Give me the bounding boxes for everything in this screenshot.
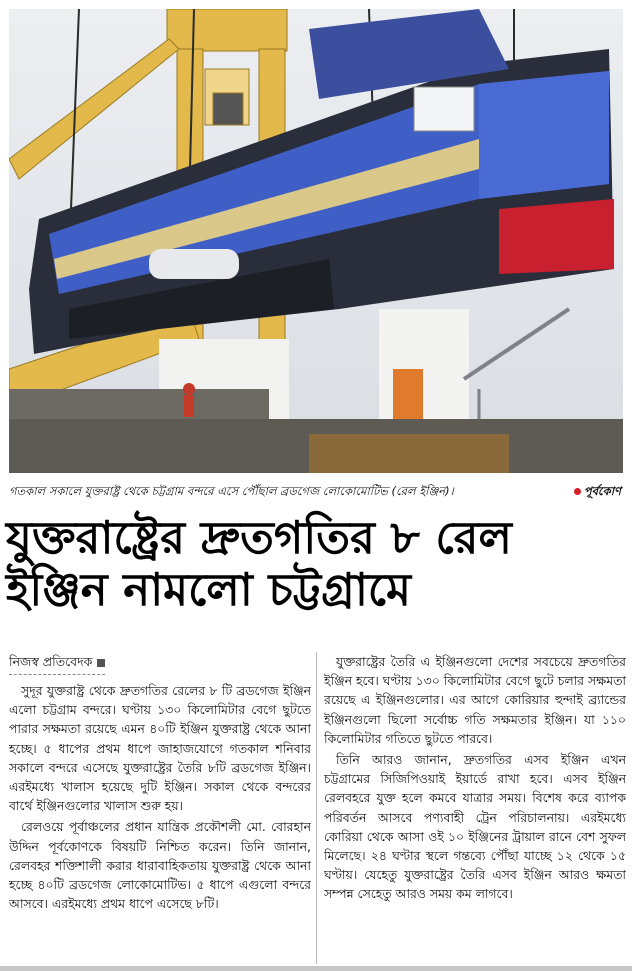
column-divider [316,652,317,964]
byline-text: নিজস্ব প্রতিবেদক [9,654,93,669]
byline [9,652,105,675]
article-paragraph: তিনি আরও জানান, দ্রুতগতির এসব ইঞ্জিন এখন চট্টগ্রামের সিজিপিওয়াই ইয়ার্ডে রাখা হবে। এসব ইঞ্জিন রেলবহরে যুক্ত হলে কমবে যাত্রার সময়। বিশেষ করে ব্যাপক পরিবর্তন আসবে পণ্যবাহী ট্রেন পরিচালনায়। এরইমধ্যে কোরিয়া থেকে আসা ওই ১০ ইঞ্জিনের ট্রায়াল রানে বেশ সুফল মিলেছে। ২৪ ঘণ্টার স্থলে গন্তব্যে পৌঁছা যাচ্ছে ১২ থেকে ১৫ ঘণ্টায়। যেহেতু যুক্তরাষ্ট্রের তৈরি এসব ইঞ্জিন আরও ক্ষমতা সম্পন্ন সেহেতু আরও সময় কম লাগবে। [324,752,626,902]
locomotive-photo [9,9,623,473]
caption-text: গতকাল সকালে যুক্তরাষ্ট্র থেকে চট্টগ্রাম বন্দরে এসে পৌঁছাল ব্রডগেজ লোকোমোটিভ (রেল ইঞ্জিন)। [9,484,454,498]
article-column-right [324,652,626,962]
bottom-rule [0,966,632,971]
locomotive-illustration [9,9,623,473]
photo-caption [9,479,623,503]
byline-square-icon [97,659,105,667]
photo-credit [574,479,621,503]
headline [6,512,626,616]
credit-dot-icon [574,488,581,495]
article-paragraph: রেলওয়ে পূর্বাঞ্চলের প্রধান যান্ত্রিক প্রকৌশলী মো. বোরহান উদ্দিন পূর্বকোণকে বিষয়টি নিশ্চিত করেন। তিনি জানান, রেলবহর শক্তিশালী করার ধারাবাহিকতায় যুক্তরাষ্ট্র থেকে আনা হচ্ছে ৪০টি ব্রডগেজ লোকোমোটিভ। ৫ ধাপে এগুলো বন্দরে আসবে। এরইমধ্যে প্রথম ধাপে এসেছে ৮টি। [9,819,311,912]
worker-icon [183,383,195,395]
article-column-left [9,652,311,962]
headline-line-1: যুক্তরাষ্ট্রের দ্রুতগতির ৮ রেল [6,511,512,564]
headline-line-2: ইঞ্জিন নামলো চট্টগ্রামে [6,563,411,616]
article-paragraph: যুক্তরাষ্ট্রের তৈরি এ ইঞ্জিনগুলো দেশের সবচেয়ে দ্রুতগতির ইঞ্জিন হবে। ঘণ্টায় ১৩০ কিলোমিটার বেগে ছুটে চলার সক্ষমতা রয়েছে এ ইঞ্জিনগুলোর। এর আগে কোরিয়ার হুন্দাই ব্র্যান্ডের ইঞ্জিনগুলো ছিলো সর্বোচ্চ গতি সক্ষমতার ইঞ্জিন। যা ১১০ কিলোমিটার গতিতে ছুটতে পারবে। [324,654,626,746]
credit-text: পূর্বকোণ [583,484,621,498]
article-paragraph: সুদূর যুক্তরাষ্ট্র থেকে দ্রুতগতির রেলের ৮ টি ব্রডগেজ ইঞ্জিন এলো চট্টগ্রাম বন্দরে। ঘণ্টায় ১৩০ কিলোমিটার বেগে ছুটতে পারার সক্ষমতা রয়েছে এমন ৪০টি ইঞ্জিন যুক্তরাষ্ট্র থেকে আনা হচ্ছে। ৫ ধাপের প্রথম ধাপে জাহাজযোগে গতকাল শনিবার সকালে বন্দরে এসেছে যুক্তরাষ্ট্রের তৈরি ৮টি ব্রডগেজ ইঞ্জিন। এরইমধ্যে খালাস হয়েছে দুটি ইঞ্জিন। সকাল থেকে বন্দরের বার্থে ইঞ্জিনগুলোর খালাস শুরু হয়। [9,683,311,814]
